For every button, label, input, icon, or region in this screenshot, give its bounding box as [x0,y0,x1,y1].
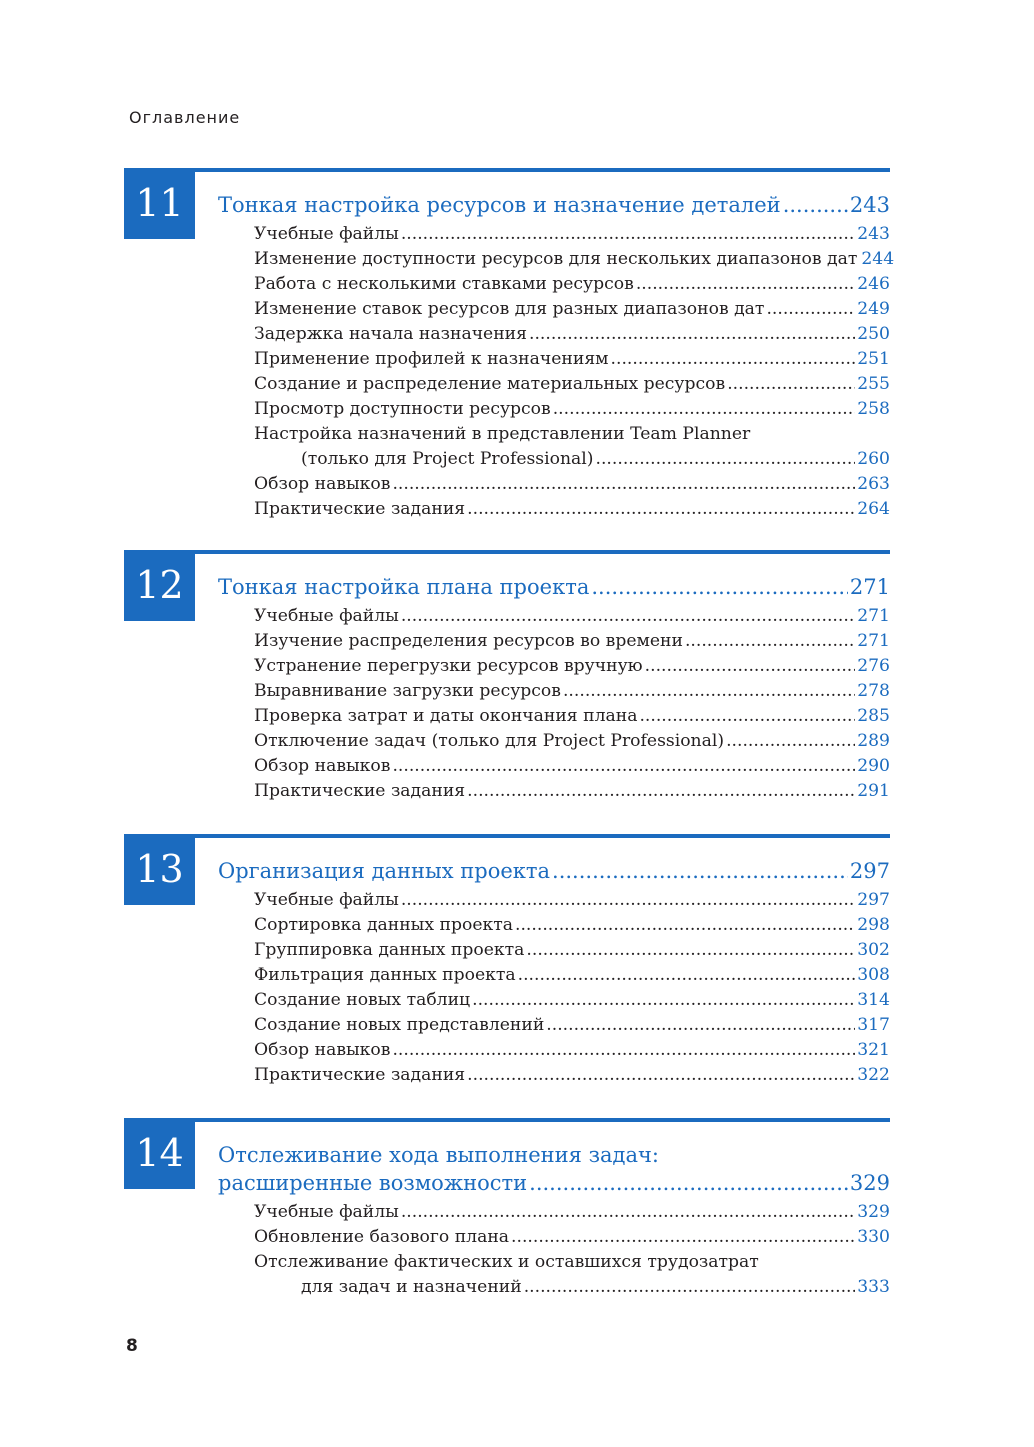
dot-leader [546,1013,855,1038]
entry-page-number: 329 [857,1202,890,1222]
toc-entry[interactable] [254,654,890,679]
dot-leader [529,322,855,347]
toc-entry[interactable] [254,704,890,729]
entry-page-number: 246 [857,274,890,294]
chapter-title[interactable] [218,1141,890,1197]
entry-page-number: 271 [857,606,890,626]
page-number: 8 [126,1336,138,1356]
dot-leader [518,963,856,988]
dot-leader [636,272,855,297]
dot-leader [727,372,855,397]
chapter-title-text: Организация данных проекта [218,859,551,883]
entry-text: Учебные файлы [254,1202,399,1222]
toc-entry[interactable] [254,938,890,963]
toc-entry[interactable] [254,497,890,522]
chapter-entries [254,604,890,804]
dot-leader [596,447,856,472]
toc-entry[interactable] [254,1250,890,1300]
toc-entry[interactable] [254,397,890,422]
entry-page-number: 333 [857,1277,890,1297]
toc-entry[interactable] [254,422,890,472]
chapter-title-line [218,857,890,885]
toc-entry[interactable] [254,604,890,629]
entry-page-number: 317 [857,1015,890,1035]
entry-page-number: 278 [857,681,890,701]
chapter-title[interactable] [218,191,890,219]
entry-page-number: 314 [857,990,890,1010]
dot-leader [524,1275,856,1300]
chapter-title[interactable] [218,857,890,885]
chapter-number-box: 11 [124,168,195,239]
entry-text: Создание новых таблиц [254,990,471,1010]
entry-text: Работа с несколькими ставками ресурсов [254,274,634,294]
toc-entry[interactable] [254,272,890,297]
chapter-page-number: 297 [849,859,890,883]
dot-leader [392,754,855,779]
dot-leader [401,604,855,629]
chapter-number-box: 14 [124,1118,195,1189]
toc-entry[interactable] [254,913,890,938]
entry-page-number: 263 [857,474,890,494]
entry-page-number: 297 [857,890,890,910]
chapter-title-line: Отслеживание хода выполнения задач: [218,1143,659,1167]
toc-entry[interactable] [254,1225,890,1250]
toc-entry[interactable] [254,372,890,397]
toc-entry[interactable] [254,322,890,347]
dot-leader [766,297,855,322]
chapter-rule [124,834,890,838]
dot-leader [526,938,855,963]
entry-text: Практические задания [254,1065,466,1085]
dot-leader [611,347,856,372]
entry-page-number: 251 [857,349,890,369]
entry-page-number: 258 [857,399,890,419]
chapter-page-number: 243 [849,193,890,217]
chapter-title-line [218,191,890,219]
toc-entry[interactable] [254,297,890,322]
dot-leader [401,888,855,913]
entry-page-number: 276 [857,656,890,676]
entry-page-number: 289 [857,731,890,751]
entry-text: Изменение ставок ресурсов для разных диапазонов дат [254,299,765,319]
dot-leader [467,779,855,804]
entry-text: Изменение доступности ресурсов для нескольких диапазонов дат [254,249,858,269]
dot-leader [783,191,848,219]
toc-entry[interactable] [254,1038,890,1063]
entry-text: Обновление базового плана [254,1227,510,1247]
dot-leader [685,629,855,654]
entry-text: Настройка назначений в представлении Team Planner [254,424,751,444]
chapter-title[interactable] [218,573,890,601]
entry-page-number: 271 [857,631,890,651]
entry-text: Практические задания [254,781,466,801]
dot-leader [515,913,855,938]
dot-leader [467,497,855,522]
entry-text: (только для Project Professional) [301,449,594,469]
dot-leader [645,654,856,679]
entry-text: Устранение перегрузки ресурсов вручную [254,656,643,676]
dot-leader [529,1169,848,1197]
dot-leader [401,222,855,247]
entry-page-number: 244 [861,249,895,269]
chapter-number-box: 12 [124,550,195,621]
entry-text: Обзор навыков [254,756,391,776]
toc-entry[interactable] [254,679,890,704]
toc-entry[interactable] [254,729,890,754]
entry-text: Задержка начала назначения [254,324,527,344]
chapter-number-box: 13 [124,834,195,905]
dot-leader [472,988,855,1013]
chapter-page-number: 271 [849,575,890,599]
entry-text: Проверка затрат и даты окончания плана [254,706,638,726]
entry-text: Применение профилей к назначениям [254,349,609,369]
toc-entry[interactable] [254,472,890,497]
chapter-title-text: Тонкая настройка плана проекта [218,575,590,599]
entry-page-number: 285 [857,706,890,726]
entry-text: Фильтрация данных проекта [254,965,516,985]
chapter-rule [124,168,890,172]
dot-leader [639,704,855,729]
dot-leader [552,857,848,885]
entry-page-number: 249 [857,299,890,319]
entry-page-number: 291 [857,781,890,801]
entry-text: Просмотр доступности ресурсов [254,399,551,419]
toc-entry[interactable] [254,754,890,779]
chapter-title-line [218,573,890,601]
dot-leader [392,1038,855,1063]
entry-text: Учебные файлы [254,606,399,626]
chapter-title-text: Тонкая настройка ресурсов и назначение деталей [218,193,781,217]
entry-text: Отслеживание фактических и оставшихся трудозатрат [254,1252,759,1272]
toc-entry[interactable] [254,988,890,1013]
entry-page-number: 308 [857,965,890,985]
toc-entry[interactable] [254,1063,890,1088]
chapter-rule [124,1118,890,1122]
toc-entry[interactable] [254,963,890,988]
entry-page-number: 302 [857,940,890,960]
entry-text: Выравнивание загрузки ресурсов [254,681,561,701]
dot-leader [726,729,855,754]
toc-entry[interactable] [254,779,890,804]
entry-text: Практические задания [254,499,466,519]
entry-page-number: 321 [857,1040,890,1060]
dot-leader [563,679,855,704]
toc-entry[interactable] [254,1200,890,1225]
chapter-entries [254,222,895,522]
entry-text: Изучение распределения ресурсов во времени [254,631,683,651]
entry-page-number: 290 [857,756,890,776]
entry-page-number: 243 [857,224,890,244]
dot-leader [401,1200,855,1225]
entry-text: Обзор навыков [254,1040,391,1060]
entry-text: Отключение задач (только для Project Professional) [254,731,725,751]
entry-page-number: 264 [857,499,890,519]
toc-entry[interactable] [254,1013,890,1038]
entry-text: Создание и распределение материальных ресурсов [254,374,726,394]
entry-text: Создание новых представлений [254,1015,545,1035]
entry-page-number: 260 [857,449,890,469]
entry-page-number: 298 [857,915,890,935]
chapter-entries [254,888,890,1088]
entry-text: Учебные файлы [254,224,399,244]
toc-entry[interactable] [254,347,890,372]
toc-entry[interactable] [254,247,895,272]
dot-leader [392,472,855,497]
entry-text: Группировка данных проекта [254,940,525,960]
dot-leader [591,573,848,601]
chapter-entries [254,1200,890,1300]
toc-entry[interactable] [254,222,890,247]
entry-page-number: 250 [857,324,890,344]
entry-text: для задач и назначений [301,1277,522,1297]
entry-page-number: 255 [857,374,890,394]
dot-leader [511,1225,855,1250]
entry-text: Сортировка данных проекта [254,915,513,935]
entry-page-number: 330 [857,1227,890,1247]
entry-page-number: 322 [857,1065,890,1085]
chapter-rule [124,550,890,554]
entry-text: Обзор навыков [254,474,391,494]
entry-text: Учебные файлы [254,890,399,910]
toc-entry[interactable] [254,888,890,913]
dot-leader [467,1063,855,1088]
running-head: Оглавление [129,108,241,127]
chapter-page-number: 329 [849,1171,890,1195]
dot-leader [553,397,855,422]
chapter-title-line [218,1169,890,1197]
toc-entry[interactable] [254,629,890,654]
chapter-title-text: расширенные возможности [218,1171,528,1195]
